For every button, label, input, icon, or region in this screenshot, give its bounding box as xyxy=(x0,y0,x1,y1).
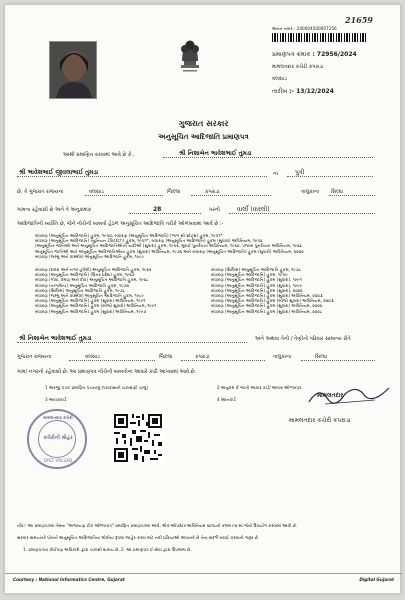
stamp-outer-top: મામલતદાર કચેરી xyxy=(43,415,73,420)
state-prefix: છે, તે ગુજરાત રાજ્યના xyxy=(17,189,64,195)
order-column-right xyxy=(211,267,391,314)
order-right-item: બંધારણ (અનુસૂચિત આદિજાતિ) હુકમ (સુધારા) અધિનિયમ, ૨૦૦૩ xyxy=(211,293,323,299)
family-suffix: અને અથવા તેની / તેણીનો પરિવાર સામાન્ય રીતે xyxy=(255,336,351,342)
order-line: બંધારણ (અનુસૂચિત આદિજાતિ) (યુનિયન ટેરિટરીઝ) હુકમ, ૧૯૫૧*, બંધારણ (અનુસૂચિત આદિજાતિ) હુકમ (સુધારા) અધિનિયમ, ૧૯૫૬ xyxy=(35,238,263,244)
order-left-item: બંધારણ (અનુસૂચિત આદિજાતિ) હુકમ (સુધારા) અધિનિયમ, ૧૯૯૭ xyxy=(35,308,147,314)
signature-text: મામલતદાર xyxy=(317,392,344,399)
order-list xyxy=(35,233,385,259)
family-basis-line: ગામ/ નગરનો રહેવાસી છે. આ પ્રમાણપત્ર નીચેની બાબતોના આધારે કાઢી આપવામાં આવે છે. xyxy=(17,369,197,375)
issuing-district: વલસાડ xyxy=(272,76,287,82)
order-right-item: બંધારણ (અનુસૂચિત આદિજાતિ) હુકમ (સુધારા), ૨૦૦૨ xyxy=(211,287,303,293)
order-right-item: બંધારણ (અનુસૂચિત આદિજાતિ) હુકમ (સુધારા) અધિનિયમ, ૨૦૦૮ xyxy=(211,308,323,314)
handwritten-number: 21659 xyxy=(345,15,373,25)
stamp-outer-bottom: DIST. VALSAD xyxy=(43,458,73,463)
district-value: કપરાડા xyxy=(205,189,220,195)
footer-note-2: સરકાર સમયાંતરે પોતાને અનુસૂચિત આદિજાતિના લોકોના રૂપમાં જાહેર કરવા માટે નવી પ્રક્રિયાઓ અપનાવે છે તેના સંદર્ભે ખરાઈ કરવાની જરૂર છે. xyxy=(17,535,260,540)
relation-label: ના xyxy=(273,171,278,177)
family-district-label: જિલ્લા xyxy=(159,354,173,360)
relation-value: પુત્રી xyxy=(295,169,305,176)
certificate-page xyxy=(4,4,401,594)
issue-date-value: :- 13/12/2024 xyxy=(289,88,334,95)
photo-image xyxy=(50,42,97,99)
order-left-item: બંધારણ (દાદરા અને નગર હવેલી) અનુસૂચિત આદિજાતિ હુકમ, ૧૯૬૨ xyxy=(35,267,152,272)
order-left-item: બંધારણ (નાગાલેન્ડ) અનુસૂચિત આદિજાતિ હુકમ, ૧૯૭૦ xyxy=(35,282,130,288)
order-left-item: બંધારણ (સિક્કિમ) અનુસૂચિત આદિજાતિ હુકમ, ૧૯૭૮ xyxy=(35,287,126,293)
doc-item-2: 2 અનુક્રમ કે જાતી આધાર કાર્ડ/ આધાર ઓળખપત્ર. xyxy=(217,385,303,390)
order-right-item: બંધારણ (અનુસૂચિત આદિજાતિ) હુકમ (બીજો સુધારા) અધિનિયમ, ૨૦૦૩ xyxy=(211,298,334,304)
office-stamp xyxy=(27,409,87,469)
family-name: શ્રી નિશાબેન ભાવેશભાઈ તુમડા xyxy=(19,335,92,342)
family-state-value: વલસાડ xyxy=(85,354,100,360)
applicant-photo xyxy=(49,41,97,99)
footer-note-3: 1. પ્રમાણપત્રના કોઈપણ અધિકારી દ્વારા ચકાસી શકાય છે, 2. આ પ્રમાણપત્ર ઈ-સેવા દ્વારા ઉપલબ્ધ છે. xyxy=(23,547,192,552)
doc-item-3: 3 આધારકાર્ડ xyxy=(45,397,67,402)
order-left-item: બંધારણ (અનુસૂચિત આદિજાતિ) હુકમ (બીજો સુધારો) અધિનિયમ, ૧૯૯૧ xyxy=(35,303,157,309)
taluka-value: સિલ્ધા xyxy=(331,189,344,195)
footer-note-1: નોંધ:- આ પ્રમાણપત્રમાં તેમના "અજાયણ ટીક ઓળખપત્ર" પ્રમાણિત પ્રમાણપત્રમાં આવે, એક-ઓપરેટર અધિનિયમ ૨૦૧૮ની કલમ ૯૦-માં જેનો ઉપયોગ કરવામાં આવી છે. xyxy=(17,523,298,528)
order-left-item: બંધારણ (અનુસૂચિત આદિજાતિ) (ઉત્તર પ્રદેશ) હુકમ, ૧૯૬૭ xyxy=(35,272,135,278)
issue-date-row xyxy=(272,88,334,96)
family-district-value: કપરાડા xyxy=(195,354,210,360)
order-left-item: બંધારણ (જમ્મુ અને કાશ્મીર) અનુસૂચિત આદિજાતિ હુકમ, ૧૯૮૯ xyxy=(35,293,144,299)
footer-courtesy: Courtesy : National Informatics Centre, Gujarat xyxy=(13,577,125,582)
parent-name: શ્રી ભાવેશભાઈ જીવલાભાઈ તુમડા xyxy=(19,169,99,176)
cert-number-label: પ્રમાણપત્ર ક્રમાંક xyxy=(272,51,311,58)
family-taluka-value: સિલ્ધા xyxy=(315,354,328,360)
identification-line: આદિજાતિની વ્યક્તિ છે, જેને નીચેની બાબતો હેઠળ અનુસૂચિત આદિજાતિ તરીકે ઓળખવામાં આવે છે :- xyxy=(17,221,224,227)
footer-bar xyxy=(5,573,402,585)
issue-date-label: તારીખ xyxy=(272,88,288,95)
family-taluka-label: તાલુકાના xyxy=(273,354,292,360)
order-left-item: બંધારણ (ગોવા, દમણ અને દીવ) અનુસૂચિત આદિજાતિ હુકમ, ૧૯૬૮ xyxy=(35,277,149,283)
barcode-number: અનન નંબર : 240004500007256 xyxy=(272,26,337,31)
signature-block xyxy=(305,380,395,418)
certificate-title: અનુસૂચિત આદિજાતિ પ્રમાણપત્ર xyxy=(158,133,249,141)
govt-title: ગુજરાત સરકાર xyxy=(178,119,229,128)
national-emblem-icon xyxy=(173,35,207,75)
order-line: બંધારણ (અનુસૂચિત આદિજાતિ) હુકમ, ૧૯૫૦, બંધારણ (અનુસૂચિત આદિજાતિ) (ભાગ સી સ્ટેટ્સ) હુકમ, ૧૯૫૧* xyxy=(35,233,223,238)
qr-code xyxy=(112,412,164,464)
footer-brand: Digital Gujarat xyxy=(359,577,394,582)
district-label: જિલ્લા xyxy=(167,189,181,195)
issuing-office: મામલતદાર કચેરી કપરાડા xyxy=(272,64,324,70)
order-right-item: બંધારણ (અનુસૂચિત આદિજાતિ) હુકમ (સુધારા), ૧૯૯૧ xyxy=(211,277,302,283)
family-state-prefix: ગુજરાત રાજ્યના xyxy=(17,354,52,360)
stamp-text: કચેરીની મોહર xyxy=(43,435,73,441)
signatory-designation: મામલતદાર કચેરી કપરાડા xyxy=(289,417,351,424)
state-value: વલસાડ xyxy=(89,189,104,195)
cert-number-value: : 72956/2024 xyxy=(312,51,357,58)
caste-value: વાર્લી (વારલી) xyxy=(237,206,270,213)
taluka-label: તાલુકાના xyxy=(301,189,320,195)
order-right-item: બંધારણ (અનુસૂચિત આદિજાતિ) હુકમ, ૧૯૫૯ xyxy=(211,272,288,278)
doc-item-4: 4 રેશનકાર્ડ xyxy=(217,397,236,402)
applicant-name: શ્રી નિશાબેન ભાવેશભાઈ તુમડા xyxy=(179,150,252,157)
serial-prefix: ગામના રહેવાસી છે અને તે અનુક્રમાંક xyxy=(17,207,92,213)
order-right-item: બંધારણ (અનુસૂચિત આદિજાતિ) હુકમ (સુધારા), ૧૯૯૯ xyxy=(211,282,303,288)
order-line: (અનુસૂચિત જાતિઓ અને અનુસૂચિત આદિજાતિઓની યાદીઓ (સુધારા) હુકમ, ૧૯૫૬, મુંબઈ પુનર્રચના અધિનિયમ, ૧૯૬૦, પંજાબ પુનર્રચના અધિનિયમ, ૧૯૬૬ xyxy=(35,243,302,249)
certify-prefix: આથી પ્રમાણિત કરવામાં આવે છે કે , xyxy=(63,152,135,158)
order-line: અનુસૂચિત જાતિઓ અને અનુસૂચિત આદિજાતિઓના હુકમ (સુધારા) અધિનિયમ, ૧૯૭૬ અને બંધારણ (અનુસૂચિત આદિજાતિ) હુકમ (સુધારો) અધિનિયમ, ૨૦૦૨ xyxy=(35,248,304,254)
caste-label: પરની xyxy=(209,207,220,213)
order-line: બંધારણ (જમ્મુ અને કાશ્મીર) અનુસૂચિત આદિજાતિ હુકમ, ૧૯૮૯ xyxy=(35,253,144,259)
order-right-item: બંધારણ (અનુસૂચિત આદિજાતિ) હુકમ (સુધારા) અધિનિયમ, ૨૦૦૬ xyxy=(211,303,323,309)
barcode xyxy=(272,33,368,42)
order-left-item: બંધારણ (અનુસૂચિત આદિજાતિ) હુકમ (સુધારા) અધિનિયમ, ૧૯૯૧ xyxy=(35,298,146,304)
order-column-left xyxy=(35,267,205,314)
cert-number-row xyxy=(272,51,357,59)
serial-number: 28 xyxy=(153,206,162,213)
doc-item-1: 1 અરજી પત્રક પ્રમાણિત પંચનામું (પરાકાસની ચકાસણી ચાલુ) xyxy=(45,385,149,390)
order-right-item: બંધારણ (સિક્કિમ) અનુસૂચિત આદિજાતિ હુકમ, ૧૯૭૮ xyxy=(211,267,302,272)
